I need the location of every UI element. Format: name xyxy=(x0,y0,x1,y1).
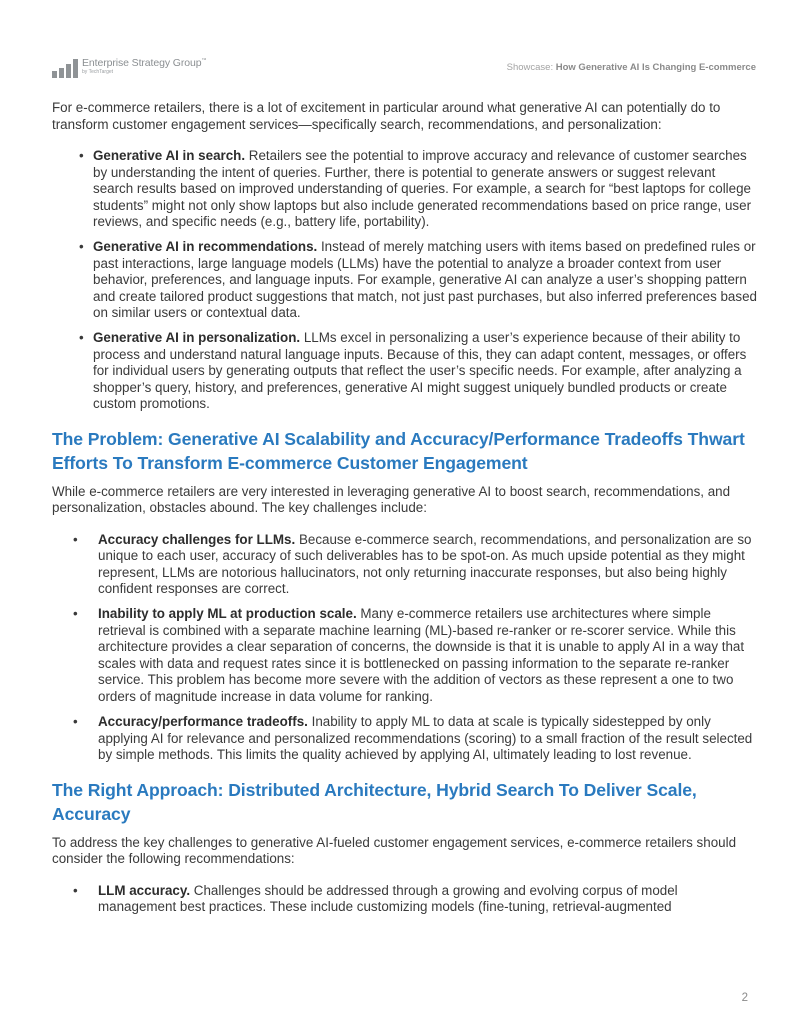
bullet-icon: • xyxy=(79,239,84,255)
logo-bars-icon xyxy=(52,58,78,78)
list-item xyxy=(52,148,757,231)
bullet-lead: Inability to apply ML at production scale. xyxy=(98,606,357,622)
bullet-text: LLMs excel in personalizing a user’s experience because of their ability to process and understand natural language inputs. Because of this, they can adapt content, messages, or offers for individual users by generating outputs that reflect the user’s specific needs. For example, after analyzing a shopper’s query, history, and preferences, generative AI might suggest uniquely bundled products or create custom promotions. xyxy=(93,330,747,412)
page-number: 2 xyxy=(741,992,748,1004)
bullet-list-generative-ai xyxy=(52,148,757,413)
bullet-text: Challenges should be addressed through a growing and evolving corpus of model management best practices. These include customizing models (fine-tuning, retrieval-augmented xyxy=(98,882,678,915)
list-item xyxy=(52,606,757,705)
logo-subtitle: by TechTarget xyxy=(82,68,114,75)
bullet-lead: Accuracy challenges for LLMs. xyxy=(98,531,296,547)
section-heading-problem: The Problem: Generative AI Scalability and Accuracy/Performance Tradeoffs Thwart Efforts To Transform E-commerce Customer Engagement xyxy=(52,428,745,473)
bullet-lead: Accuracy/performance tradeoffs. xyxy=(98,714,308,730)
bullet-icon: • xyxy=(73,882,78,898)
bullet-lead: Generative AI in personalization. xyxy=(93,330,301,346)
list-item xyxy=(52,714,757,764)
bullet-text: Retailers see the potential to improve accuracy and relevance of customer searches by understanding the intent of queries. Further, there is potential to generate answers or suggest relevant search results based on improved understanding of queries. For example, a search for “best laptops for college students” might not only show laptops but also include generated recommendations based on price range, user reviews, and specific needs (e.g., battery life, portability). xyxy=(93,148,752,229)
bullet-icon: • xyxy=(73,531,78,547)
problem-paragraph: While e-commerce retailers are very interested in leveraging generative AI to boost search, recommendations, and personalization, obstacles abound. The key challenges include: xyxy=(52,483,731,516)
bullet-icon: • xyxy=(73,606,78,622)
list-item xyxy=(52,883,757,916)
page-content xyxy=(52,100,757,925)
bullet-text: Instead of merely matching users with items based on predefined rules or past interactions, large language models (LLMs) have the potential to analyze a broader context from user behavior, preferences, and language inputs. For example, generative AI can analyze a user’s shopping pattern and create tailored product suggestions that match, not just past purchases, but also inferred preferences based on similar users or contextual data. xyxy=(93,239,757,321)
bullet-text: Inability to apply ML to data at scale is typically sidestepped by only applying AI for relevance and personalized recommendations (scoring) to a small fraction of the result selected by simple methods. This limits the quality achieved by applying AI, ultimately leading to lost revenue. xyxy=(98,714,753,763)
logo-name: Enterprise Strategy Group™ xyxy=(82,57,207,69)
bullet-lead: Generative AI in recommendations. xyxy=(93,239,318,255)
bullet-icon: • xyxy=(79,148,84,163)
bullet-list-challenges xyxy=(52,532,757,764)
section-heading-approach: The Right Approach: Distributed Architecture, Hybrid Search To Deliver Scale, Accuracy xyxy=(52,779,697,824)
bullet-list-recommendations xyxy=(52,883,757,916)
esg-logo xyxy=(52,58,206,78)
approach-paragraph: To address the key challenges to generative AI-fueled customer engagement services, e-commerce retailers should consider the following recommendations: xyxy=(52,834,737,867)
bullet-text: Because e-commerce search, recommendations, and personalization are so unique to each user, accuracy of such deliverables has to be spot-on. As much upside potential as they might represent, LLMs are notorious hallucinators, not only returning inaccurate responses, but also being highly confident responses are correct. xyxy=(98,531,752,597)
intro-paragraph: For e-commerce retailers, there is a lot of excitement in particular around what generative AI can potentially do to transform customer engagement services—specifically search, recommendations, and personalization: xyxy=(52,100,721,132)
showcase-title: Showcase: How Generative AI Is Changing E-commerce xyxy=(506,62,756,73)
bullet-icon: • xyxy=(79,330,84,346)
page-header xyxy=(52,58,756,82)
bullet-lead: Generative AI in search. xyxy=(93,148,246,163)
bullet-icon: • xyxy=(73,714,78,730)
list-item xyxy=(52,239,757,322)
bullet-text: Many e-commerce retailers use architectures where simple retrieval is combined with a separate machine learning (ML)-based re-ranker or re-scorer service. While this architecture provides a clear separation of concerns, the downside is that it is unable to apply AI in a way that scales with data and request rates since it is bottlenecked on passing information to the separate re-ranker service. This problem has become more severe with the addition of vectors as these represent a one to two orders of magnitude increase in data volume for ranking. xyxy=(98,606,745,704)
bullet-lead: LLM accuracy. xyxy=(98,882,191,898)
list-item xyxy=(52,330,757,413)
list-item xyxy=(52,532,757,598)
